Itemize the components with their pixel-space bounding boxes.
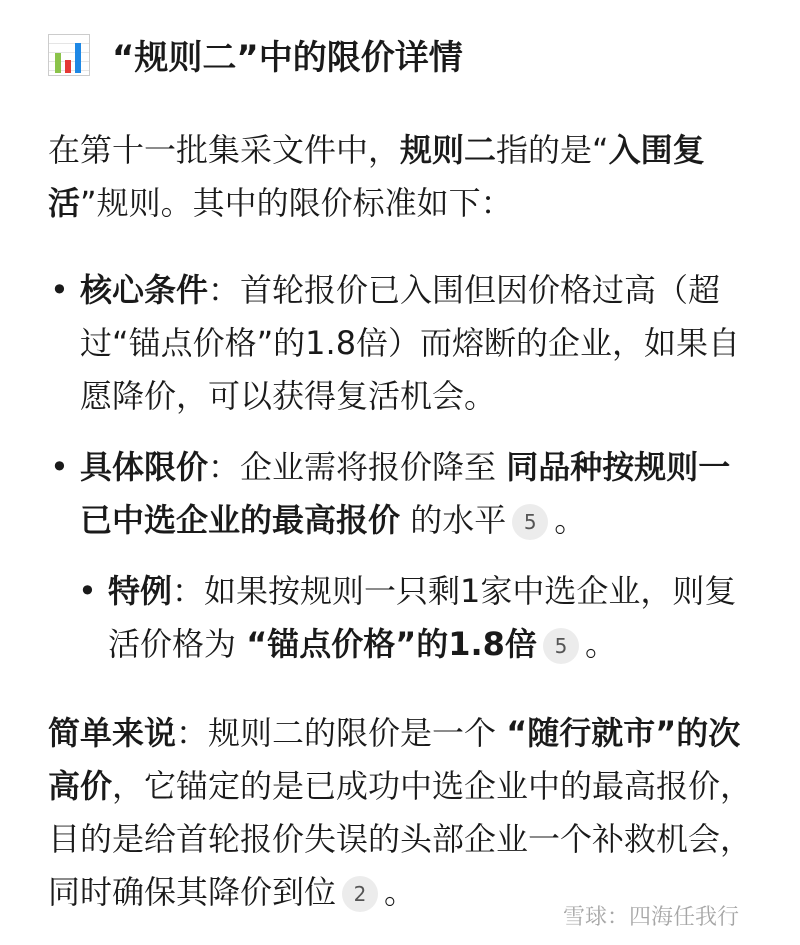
item-text: 的水平 xyxy=(400,501,507,539)
citation-badge[interactable]: 2 xyxy=(342,876,378,912)
item-text: 。 xyxy=(554,501,587,539)
item-text: 。 xyxy=(584,625,617,663)
bold-text: “锚点价格”的1.8倍 xyxy=(246,625,537,663)
bold-text: 入围复活 xyxy=(48,131,705,222)
item-label: 特例 xyxy=(108,572,173,610)
citation-badge[interactable]: 5 xyxy=(512,504,548,540)
answer-content xyxy=(48,124,758,919)
list-item xyxy=(48,441,758,547)
bold-text: 规则二 xyxy=(400,131,497,169)
text: 。 xyxy=(384,873,417,911)
sub-list-item xyxy=(48,565,758,671)
bullet-list xyxy=(48,264,758,671)
watermark: 雪球：四海任我行 xyxy=(563,905,740,930)
summary-paragraph xyxy=(48,707,758,919)
text: ”规则。其中的限价标准如下： xyxy=(80,184,513,222)
text: 指的是“ xyxy=(496,131,609,169)
text: ，它锚定的是已成功中选企业中的最高报价，目的是给首轮报价失误的头部企业一个补救机会，同时确保其降价到位 xyxy=(48,767,753,911)
item-label: 核心条件 xyxy=(80,271,209,309)
title-text: “规则二”中的限价详情 xyxy=(112,38,463,78)
citation-badge[interactable]: 5 xyxy=(543,628,579,664)
text: 在第十一批集采文件中， xyxy=(48,131,401,169)
intro-paragraph xyxy=(48,124,758,230)
item-label: 具体限价 xyxy=(80,448,209,486)
list-item xyxy=(48,264,758,423)
bold-text: “随行就市”的次高价 xyxy=(48,714,741,805)
text: ：规则二的限价是一个 xyxy=(176,714,507,752)
item-text: ：首轮报价已入围但因价格过高（超过“锚点价格”的1.8倍）而熔断的企业，如果自愿降价，可以获得复活机会。 xyxy=(80,271,741,415)
item-text: ：如果按规则一只剩1家中选企业，则复活价格为 xyxy=(108,572,737,663)
bold-text: 简单来说 xyxy=(48,714,177,752)
bar-chart-icon xyxy=(48,34,90,76)
item-text: ：企业需将报价降至 xyxy=(208,448,507,486)
bold-text: 同品种按规则一已中选企业的最高报价 xyxy=(80,448,731,539)
section-title xyxy=(48,30,463,79)
